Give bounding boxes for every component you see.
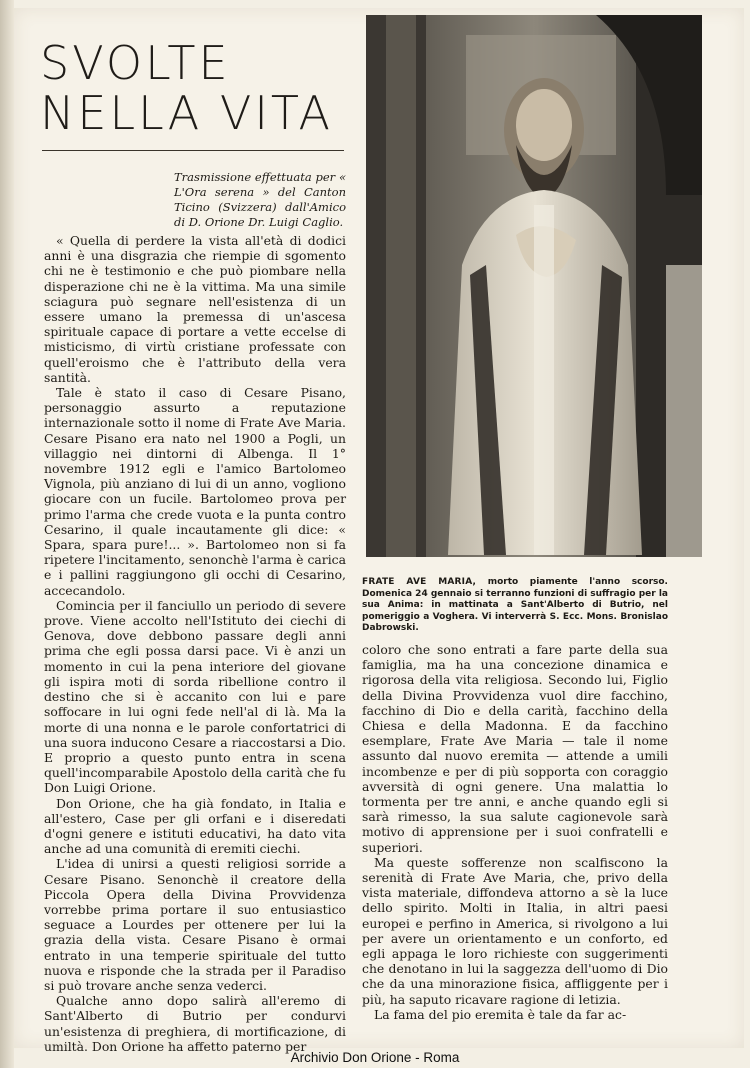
paragraph: « Quella di perdere la vista all'età di dodici anni è una disgrazia che riempie di sgomento chi ne è testimonio e che può piombare nella disperazione chi ne è la vittima. Ma una simile sciagura può segnare nell'esistenza di un essere umano la premessa di un'ascesa spirituale capace di portare a vette eccelse di misticismo, di virtù cristiane professate con quell'eroismo che è l'attributo della vera santità.: [44, 233, 346, 385]
archive-footer: Archivio Don Orione - Roma: [290, 1050, 460, 1065]
caption-text: morto piamente l'anno scorso. Domenica 24 gennaio si terranno funzioni di suffragio per la sua Anima: in mattinata a Sant'Alberto di Butrio, nel pomeriggio a Voghera. Vi interverrà S. Ecc. Mons. Bronislao Dabrowski.: [362, 577, 668, 634]
paragraph: Don Orione, che ha già fondato, in Italia e all'estero, Case per gli orfani e i diseredati d'ogni genere e istituti educativi, ha dato vita anche ad una comunità di eremiti ciechi.: [44, 795, 346, 857]
title-line-1: SVOLTE: [40, 36, 231, 90]
title-divider: [42, 150, 344, 151]
frate-ave-maria-photo: [366, 15, 702, 557]
paragraph: Comincia per il fanciullo un periodo di severe prove. Viene accolto nell'Istituto dei ciechi di Genova, dove debbono passare degli anni prima che egli possa darsi pace. Vi è anzi un momento in cui la pena interiore del giovane gli ispira moti di sorda ribellione contro il destino che si è accanito con lui e pare soffocare in lui ogni fede nell'al di là. Ma la morte di una nonna e le parole confortatrici di una suora inducono Cesare a riaccostarsi a Dio. E proprio a questo punto entra in scena quell'incomparabile Apostolo della carità che fu Don Luigi Orione.: [44, 597, 346, 796]
paragraph: Qualche anno dopo salirà all'eremo di Sant'Alberto di Butrio per condurvi un'esistenza di preghiera, di mortificazione, di umiltà. Don Orione ha affetto paterno per: [44, 993, 346, 1054]
article-title: [40, 38, 333, 138]
article-intro: Trasmissione effettuata per « L'Ora serena » del Canton Ticino (Svizzera) dall'Amico di D. Orione Dr. Luigi Caglio.: [174, 170, 346, 229]
paragraph: La fama del pio eremita è tale da far ac-: [374, 1006, 627, 1022]
paragraph: coloro che sono entrati a fare parte della sua famiglia, ma ha una concezione dinamica e rigorosa della vita religiosa. Secondo lui, Figlio della Divina Provvidenza vuol dire facchino, facchino di Dio e della carità, facchino della Chiesa e della Madonna. E da facchino esemplare, Frate Ave Maria — tale il nome assunto dal nuovo eremita — attende a umili incombenze e per di più sopporta con coraggio avversità di ogni genere. Una malattia lo tormenta per tre anni, e anche quando egli si sarà rimesso, la sua salute cagionevole sarà motivo di apprensione per i suoi confratelli e superiori.: [362, 642, 668, 855]
photo-caption: [362, 577, 668, 635]
paragraph: L'idea di unirsi a questi religiosi sorride a Cesare Pisano. Senonchè il creatore della Piccola Opera della Divina Provvidenza vorrebbe prima portare il suo entusiastico seguace a Lourdes per ottenere per lui la grazia della vista. Cesare Pisano è ormai entrato in una temperie spirituale del tutto nuova e risponde che la strada per il Paradiso si può trovare anche senza vederci.: [44, 856, 346, 993]
left-text-column: [44, 233, 346, 1054]
title-line-2: NELLA VITA: [40, 86, 333, 140]
caption-name: FRATE AVE MARIA,: [362, 577, 477, 587]
book-binding-edge: [0, 0, 14, 1068]
right-text-column: [362, 642, 668, 1022]
paragraph: Tale è stato il caso di Cesare Pisano, personaggio assurto a reputazione internazionale sotto il nome di Frate Ave Maria. Cesare Pisano era nato nel 1900 a Pogli, un villaggio nei dintorni di Albenga. Il 1° novembre 1912 egli e l'amico Bartolomeo Vignola, più anziano di lui di un anno, vogliono giocare con un fucile. Bartolomeo prova per primo l'arma che crede vuota e la punta contro Cesarino, il quale incautamente gli dice: « Spara, spara pure!... ». Bartolomeo non si fa ripetere l'incitamento, senonchè l'arma è carica e i pallini raggiungono gli occhi di Cesarino, accecandolo.: [44, 385, 346, 598]
paragraph: Ma queste sofferenze non scalfiscono la serenità di Frate Ave Maria, che, privo della vista materiale, diffondeva attorno a sè la luce dello spirito. Molti in Italia, in altri paesi europei e perfino in America, si rivolgono a lui per avere un orientamento e un conforto, ed egli appaga le loro richieste con suggerimenti che denotano in lui la saggezza dell'uomo di Dio che da una minorazione fisica, affliggente per i più, ha saputo ricavare ragione di letizia.: [362, 854, 668, 1007]
